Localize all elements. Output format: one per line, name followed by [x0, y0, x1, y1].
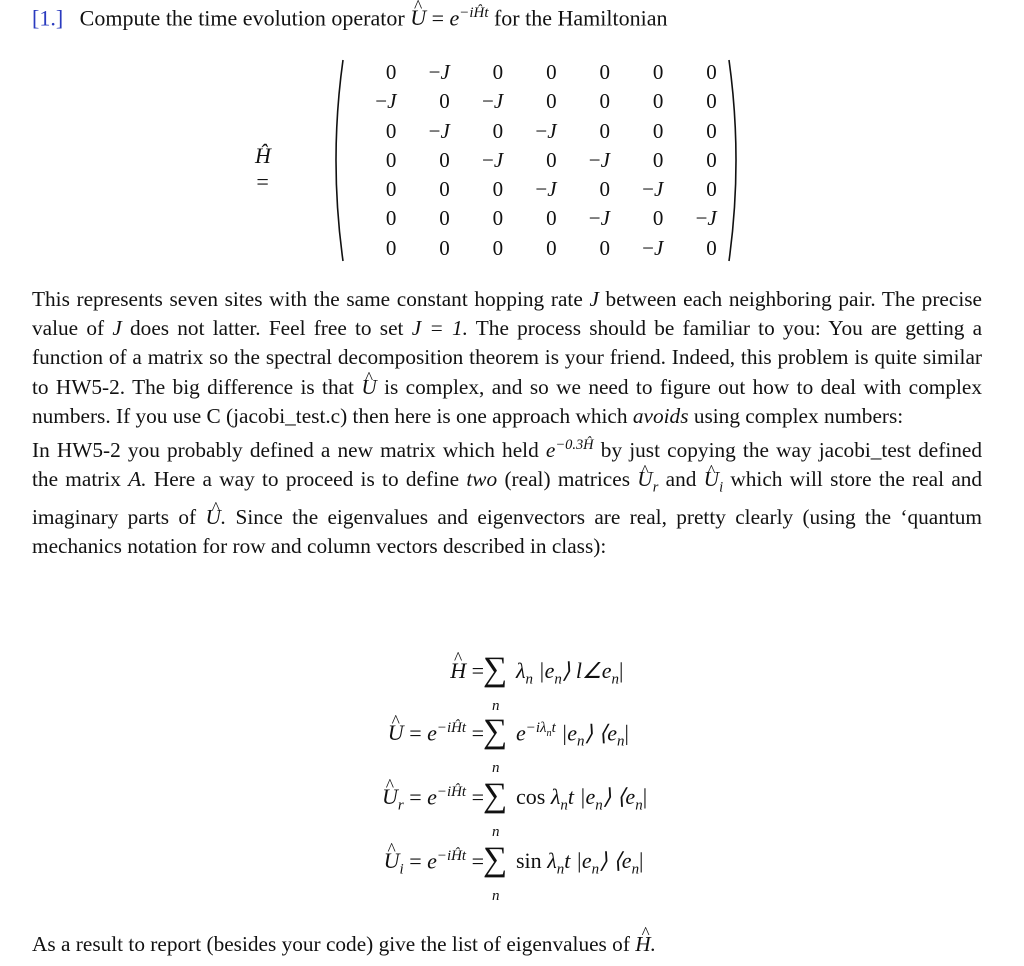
exponent: −iĤt	[459, 5, 489, 21]
sym-u-2: ^ U.	[205, 503, 226, 532]
matrix-cell: 0	[652, 60, 664, 84]
text-s2: between each neighboring pair. The precise value of	[32, 287, 982, 341]
eq2-sym: ^ U	[388, 720, 404, 746]
eq3-sub: r	[397, 797, 404, 814]
eq4-var: λ	[547, 848, 557, 873]
matrix-cell: −J	[642, 235, 664, 260]
matrix-cell: 0	[439, 89, 450, 114]
right-parenthesis	[725, 58, 745, 263]
eq1-lambda-sub: n	[525, 671, 534, 688]
text-s5: is complex, and so we need to figure out how to deal with complex numbers. If you use C (jacobi_test.c) then here is one approach which	[32, 374, 983, 428]
matrix-cell: 0	[706, 235, 717, 260]
sym-u-1: ^ U	[361, 373, 376, 402]
sum-symbol-4: ∑	[483, 841, 508, 878]
conclusion-line	[32, 932, 656, 957]
explanation-paragraph	[32, 285, 982, 561]
eq4-bra: ⟩ ⟨e	[599, 848, 632, 873]
eq2-coef-exp-sub: n	[546, 727, 552, 739]
eq1-sym: ^ H	[450, 658, 466, 684]
eq3-lhs: ^ $U_r = e^{-iĤt}$ =	[382, 784, 484, 815]
matrix-cell: 0	[546, 89, 557, 114]
sum-symbol-1: ∑	[483, 651, 508, 688]
equation-h	[0, 650, 1024, 714]
text-s3: does not latter. Feel free to set	[130, 316, 404, 341]
equation-ur	[0, 776, 1024, 840]
matrix-cell: 0	[546, 235, 557, 260]
matrix-cell: 0	[439, 206, 450, 231]
eq3-close: |	[642, 784, 648, 809]
text-s12: which will store the real and imaginary parts of	[32, 467, 983, 529]
matrix-cell: −J	[588, 147, 610, 172]
eq2-bra: ⟩ ⟨e	[584, 720, 617, 746]
eq4-bra-sub: n	[631, 861, 640, 878]
left-parenthesis	[327, 58, 347, 263]
emph-avoids: avoids	[632, 403, 689, 428]
sum-sub-3: n	[492, 824, 500, 840]
matrix-cell: 0	[492, 60, 504, 84]
eq4-sym: ^ U	[384, 848, 400, 874]
eq4-sub: i	[399, 861, 404, 878]
exp-base: e	[449, 5, 460, 31]
eq2-rhs	[516, 720, 629, 751]
matrix-cell: −J	[535, 177, 557, 202]
matrix-cell: 0	[706, 89, 717, 114]
eq3-rhs	[516, 784, 647, 814]
sum-symbol-2: ∑	[483, 713, 508, 750]
eq3-exp: −iĤt	[436, 784, 467, 800]
sym-ur: ^ U	[637, 465, 652, 494]
matrix-cell: 0	[492, 118, 504, 143]
sub-i: i	[719, 479, 724, 496]
text-s4: The process should be familiar to you: You are getting a function of a matrix so the spectral decomposition theorem is your friend. Indeed, this problem is quite similar to HW5-2. The big difference is that	[32, 316, 983, 399]
eq3-var-sub: n	[560, 797, 568, 814]
eq1-bra: ⟩ l∠e	[561, 658, 612, 683]
matrix-cell: 0	[599, 235, 610, 260]
matrix-cell: 0	[385, 60, 397, 84]
matrix-cell: 0	[706, 177, 717, 202]
equals-sign: =	[431, 5, 445, 31]
matrix-cell: 0	[652, 118, 664, 143]
matrix-cell: 0	[652, 206, 664, 231]
matrix-cell: −J	[535, 118, 557, 143]
equation-ui	[0, 840, 1024, 904]
eq3-fn: cos	[516, 784, 546, 809]
matrix-cell: 0	[546, 60, 557, 84]
matrix-cell: −J	[642, 177, 664, 202]
eq3-var: λ	[550, 784, 561, 809]
eq4-exp: −iĤt	[436, 848, 467, 864]
text-s11: and	[665, 467, 697, 492]
text-s7: In HW5-2 you probably defined a new matrix which held	[32, 438, 539, 463]
sub-r: r	[652, 479, 659, 496]
eq4-ket-sub: n	[591, 861, 600, 878]
matrix-cell: 0	[652, 147, 664, 172]
matrix-cell: 0	[546, 206, 557, 231]
problem-number: [1.]	[32, 5, 64, 31]
eq2-coef: e	[516, 720, 526, 746]
eq1-bra-sub: n	[611, 671, 619, 688]
exp-03h: −0.3Ĥ	[555, 437, 594, 454]
matrix-cell: −J	[428, 60, 450, 84]
eq1-lhs: ^ H =	[450, 658, 484, 684]
eq4-close: |	[639, 848, 644, 873]
text-s10: (real) matrices	[504, 467, 630, 492]
sum-sub-1: n	[492, 698, 500, 714]
matrix-cell: 0	[706, 118, 717, 143]
eq4-lhs: ^ $U_i = e^{-iĤt}$ =	[384, 848, 484, 879]
eq1-lambda: λ	[516, 658, 526, 683]
eq2-coef-exp: −iλ	[525, 720, 547, 736]
eq1-rhs	[516, 658, 623, 688]
eq2-lhs: ^ $U = e^{-iĤt}$ =	[388, 720, 484, 746]
conclusion-text: As a result to report (besides your code) give the list of eigenvalues of	[32, 932, 630, 956]
matrix-cell: 0	[385, 147, 397, 172]
matrix-cell: 0	[385, 118, 397, 143]
eq3-bra: ⟩ ⟨e	[602, 784, 636, 809]
matrix-cell: 0	[652, 89, 664, 114]
problem-suffix: for the Hamiltonian	[493, 5, 668, 31]
matrix-cell: −J	[482, 147, 504, 172]
matrix-cell: 0	[492, 206, 504, 231]
eq4-ket: |e	[570, 848, 592, 873]
matrix-cell: −J	[375, 89, 397, 114]
matrix-cell: 0	[492, 177, 504, 202]
eq3-ket-sub: n	[595, 797, 603, 814]
eq3-ket: |e	[573, 784, 596, 809]
matrix-cell: −J	[588, 206, 610, 231]
matrix-cell: 0	[385, 206, 397, 231]
eq2-close: |	[624, 720, 629, 746]
eq2-coef-exp-t: t	[551, 720, 556, 736]
exp-base-2: e	[545, 438, 556, 463]
eq4-var-sub: n	[556, 861, 565, 878]
operator-symbol: ^ U	[410, 5, 426, 31]
sum-sub-4: n	[492, 888, 500, 904]
problem-statement	[32, 5, 668, 31]
eq2-ket-sub: n	[577, 733, 585, 750]
eq1-ket-sub: n	[554, 671, 562, 688]
matrix-cell: 0	[385, 235, 397, 260]
matrix-cell: 0	[599, 60, 610, 84]
sym-ui: ^ U	[704, 465, 719, 494]
matrix-cell: 0	[599, 89, 610, 114]
text-s9: Here a way to proceed is to define	[153, 467, 460, 492]
matrix-cell: 0	[599, 177, 610, 202]
eq3-bra-sub: n	[635, 797, 643, 814]
eq3-sym: ^ U	[382, 784, 398, 810]
sum-sub-2: n	[492, 760, 500, 776]
text-s6: using complex numbers:	[693, 403, 904, 428]
eq4-rhs	[516, 848, 643, 878]
matrix-cell: 0	[492, 235, 504, 260]
var-j-2: J	[112, 316, 122, 341]
var-a: A.	[128, 467, 147, 492]
eq2-bra-sub: n	[616, 733, 625, 750]
eq3-var-t: t	[567, 784, 574, 809]
text-s1: This represents seven sites with the same constant hopping rate	[32, 287, 583, 311]
matrix-cell: −J	[695, 206, 717, 231]
problem-intro: Compute the time evolution operator	[79, 5, 405, 31]
matrix-cell: −J	[428, 118, 450, 143]
conclusion-sym: ^ H.	[635, 932, 656, 957]
matrix-cell: 0	[706, 147, 717, 172]
matrix-cell: 0	[439, 235, 450, 260]
matrix-cell: −J	[482, 89, 504, 114]
matrix-cell: 0	[546, 147, 557, 172]
var-j-1: J	[589, 287, 599, 311]
eq-j-equals-1: J = 1.	[411, 316, 468, 341]
text-s8: by just copying the way jacobi_test defined the matrix	[32, 438, 982, 492]
matrix-cell: 0	[439, 147, 450, 172]
eq4-fn: sin	[516, 848, 542, 873]
sum-symbol-3: ∑	[483, 777, 508, 814]
eq1-ket: |e	[533, 658, 555, 683]
eq2-ket: |e	[555, 720, 578, 746]
matrix-lhs: Ĥ =	[255, 143, 271, 194]
eq2-exp: −iĤt	[436, 720, 467, 736]
equation-u	[0, 712, 1024, 776]
matrix-cell: 0	[385, 177, 397, 202]
emph-two: two	[466, 467, 498, 492]
eq1-close: |	[618, 658, 624, 683]
matrix-cell: 0	[599, 118, 610, 143]
matrix-cell: 0	[706, 60, 717, 84]
matrix-grid	[349, 58, 723, 263]
eq4-var-t: t	[564, 848, 571, 873]
text-s13: Since the eigenvalues and eigenvectors are real, pretty clearly (using the ‘quantum mechanics notation for row and column vectors described in class):	[32, 504, 982, 558]
matrix-cell: 0	[439, 177, 450, 202]
